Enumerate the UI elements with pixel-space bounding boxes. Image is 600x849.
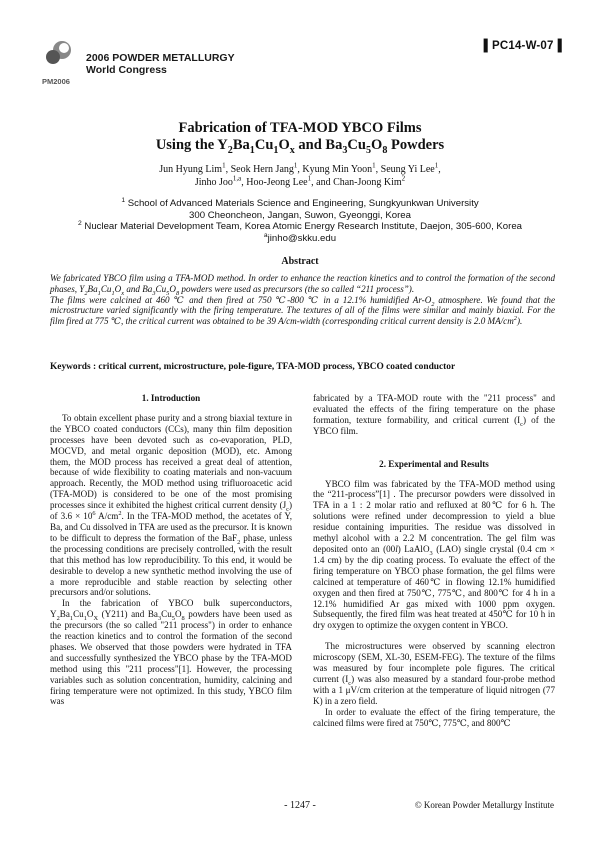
intro-paragraph-3: fabricated by a TFA-MOD route with the "211 process" and evaluated the effects of the firing temperature on the phase formation, texture formability, and critical current $(I_c)$ of the YBCO film. (313, 393, 556, 436)
abstract-heading: Abstract (281, 256, 319, 267)
authors-line2: Jinho Joo$^{1,a}$, Hoo-Jeong Lee$^1$, and Chan-Joong Kim$^2$ (194, 174, 406, 188)
experimental-paragraph-2: The microstructures were observed by scanning electron microscopy (SEM, XL-30, ESEM-FEG). The texture of the films was measured by four incomplete pole figures. The critical current $(I_c)$ was also measured by a standard four-probe method with a 1 μV/cm criterion at the temperature of liquid nitrogen (77 K) in a zero field. (313, 641, 555, 706)
abstract-paragraph-2: The films were calcined at 460 ℃ and then fired at 750 ℃-800 ℃ in a 12.1% humidified $Ar-O_2$ atmosphere. We found that the microstructure varied significantly with the firing temperature. The textures of all of the films were similar and mainly biaxial. For the film fired at 775 ℃, the critical current was obtained to be 39 A/cm-width (corresponding critical current density is 2.0 $MA/cm^2$). (50, 294, 555, 327)
title-line2: Using the $Y_2Ba_1Cu_1O_x$ and $Ba_3Cu_5O_8$ Powders (155, 137, 445, 156)
affiliation-line2: 300 Cheoncheon, Jangan, Suwon, Gyeonggi, Korea (189, 209, 411, 221)
affiliation-line3: $^2$ Nuclear Material Development Team, Korea Atomic Energy Research Institute, Daejon, 305-600, Korea (77, 220, 523, 233)
experimental-paragraph-1: YBCO film was fabricated by the TFA-MOD method using the “211-process”[1] . The precursor powders were dissolved in TFA in a 1 : 2 molar ratio and refluxed at 80℃ for 6 h. The solutions were refined under decompression to yield a blue residue containing impurities. The residue was dissolved in methyl alcohol with a 2.2 M concentration. The gel film was deposited onto an (00l) LaAlO$_3$ (LAO) single crystal (0.4 cm × 1.4 cm) by the dip coating process. To evaluate the effect of the firing temperature on YBCO phase formation, the gel films were calcined at temperature of 460℃ in flowing 12.1% humidified oxygen and then fired at 750℃, 775℃, and 800℃ for 4 h in a 12.1% humidified Ar gas mixed with 1000 ppm oxygen. Subsequently, the fired film was heat treated at 450℃ for 10 h in dry oxygen to optimize the oxygen content in YBCO. (313, 478, 555, 631)
intro-paragraph-1: To obtain excellent phase purity and a strong biaxial texture in the YBCO coated conductors (CCs), many thin film deposition processes have been devoted such as co-evaporation, PLD, MOCVD, and metal organic deposition (MOD), etc. Among them, the MOD process has received a great deal of attention, because of wide flexibility to coating materials and non-vacuum approach. Recently, the MOD method using trifluoroacetic acid (TFA-MOD) is considered to be one of the most promising processes since it exhibited the highest critical current density $(J_c)$ of $3.6 \times 10^6$ $A/cm^2$. In the TFA-MOD method, the acetates of Y, Ba, and Cu dissolved in TFA are used as the precursor. It is known to be difficult to depress the formation of the BaF$_2$ phase, unless the processing conditions are precisely controlled, with the result that this method has low reproducibility. To this end, it would be desirable to develop a new synthetic method involving the use of a more reproducible and stable reaction by selecting other precursors and/or solutions. (50, 412, 293, 598)
paper-title (0, 120, 600, 154)
section-heading-introduction: 1. Introduction (141, 393, 201, 403)
abstract-paragraph-1: We fabricated YBCO film using a TFA-MOD method. In order to enhance the reaction kinetics and to control the formation of the second phases, $Y_2Ba_1Cu_1O_x$ and $Ba_3Cu_5O_8$ powders were used as precursors (the so called “211 process”). (50, 273, 555, 297)
affiliations (0, 198, 600, 244)
logo-text: PM2006 (42, 77, 70, 86)
left-column (50, 393, 292, 707)
affiliation-line1: $^1$ School of Advanced Materials Science and Engineering, Sungkyunkwan University (121, 196, 479, 209)
right-column (313, 393, 555, 728)
conference-name (86, 52, 235, 76)
conference-line1: 2006 POWDER METALLURGY (86, 52, 235, 64)
code-bar-right: ▐ (553, 40, 562, 52)
authors-line1: Jun Hyung Lim$^1$, Seok Hern Jang$^1$, Kyung Min Yoon$^1$, Seung Yi Lee$^1$, (159, 161, 441, 175)
conference-line2: World Congress (86, 64, 167, 76)
affiliation-email: $^a$jinho@skku.edu (263, 231, 337, 244)
section-heading-experimental: 2. Experimental and Results (379, 458, 489, 469)
intro-paragraph-2: In the fabrication of YBCO bulk superconductors, $Y_2Ba_1Cu_1O_X$ (Y211) and $Ba_3Cu_5O_8$ powders have been used as the precursors (the so called "211 process") in order to enhance the reaction kinetics and to control the formation of the second phases. We observed that those powders were hydrated in TFA and successfully synthesized the YBCO phase by the TFA-MOD method using this "211 process"[1]. However, the processing variables such as solution concentration, humidity, calcining and firing temperature were not optimized. In this study, YBCO film was (50, 598, 292, 707)
page-number: - 1247 - (284, 800, 316, 811)
copyright-notice: © Korean Powder Metallurgy Institute (414, 800, 554, 810)
keywords: Keywords : critical current, microstructure, pole-figure, TFA-MOD process, YBCO coated conductor (50, 362, 456, 372)
paper-code (484, 40, 562, 52)
title-line1: Fabrication of TFA-MOD YBCO Films (178, 120, 422, 136)
code-bar-left: ▌ (483, 40, 492, 52)
paper-code-text: PC14-W-07 (491, 40, 554, 52)
author-list (0, 161, 600, 189)
abstract-body (50, 273, 555, 327)
conference-logo (42, 40, 74, 86)
experimental-paragraph-3: In order to evaluate the effect of the firing temperature, the calcined films were fired at 750℃, 775℃, and 800℃ (313, 706, 555, 728)
